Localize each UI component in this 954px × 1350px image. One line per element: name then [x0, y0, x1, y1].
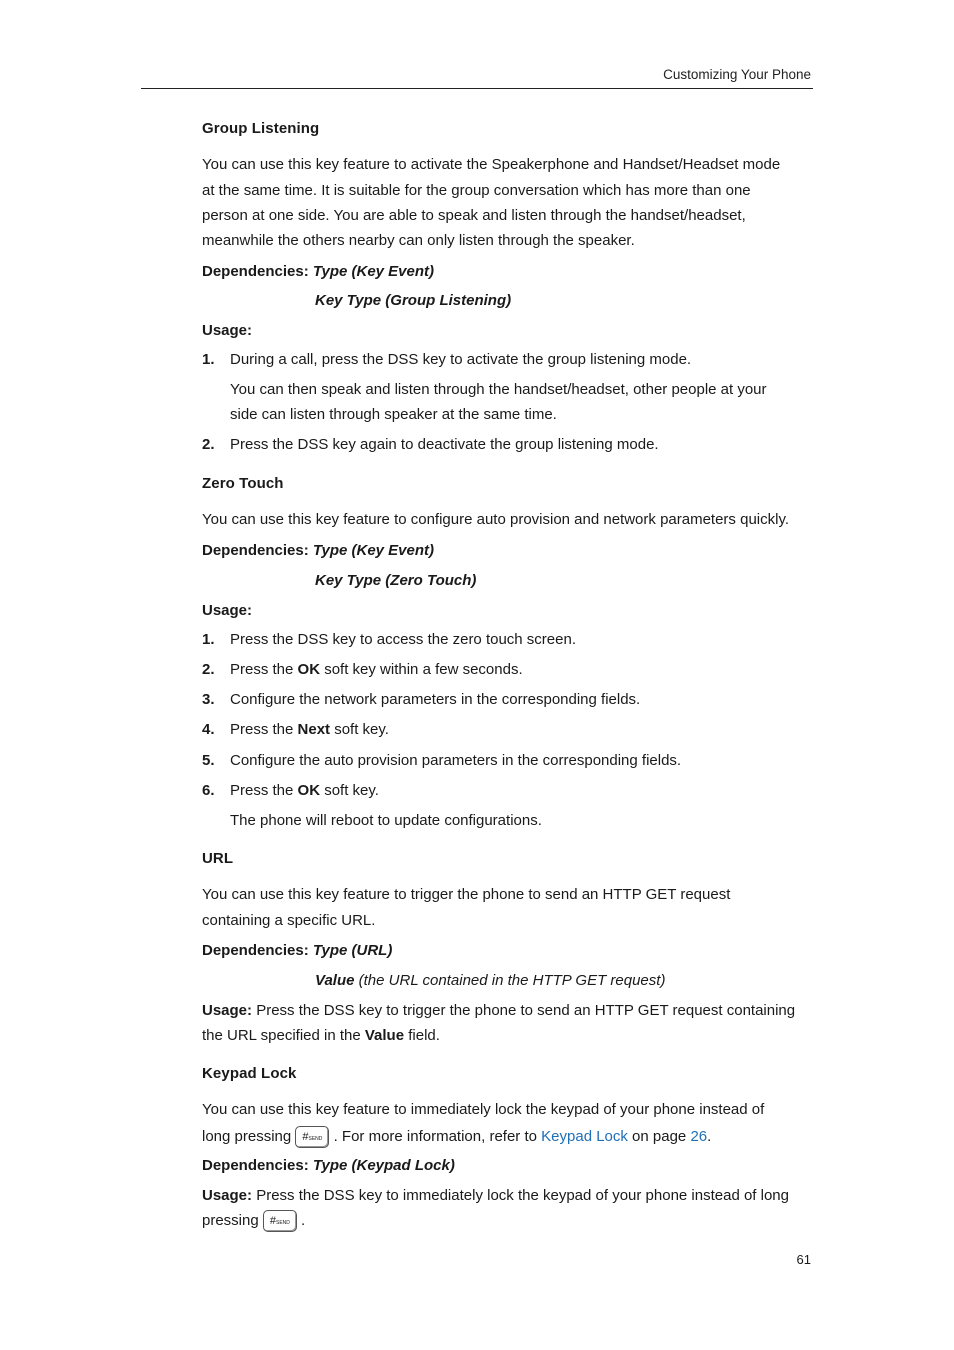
dependency-value-desc: (the URL contained in the HTTP GET request) [354, 972, 666, 989]
usage-line [202, 1026, 440, 1046]
usage-label: Usage: [202, 322, 253, 339]
field-name: Value [364, 1027, 405, 1044]
paragraph-line: You can use this key feature to trigger the phone to send an HTTP GET request [202, 886, 731, 903]
paragraph-line: person at one side. You are able to speak and listen through the handset/headset, [202, 207, 746, 224]
paragraph-text: long pressing [202, 1127, 296, 1145]
paragraph-line: at the same time. It is suitable for the group conversation which has more than one [202, 182, 751, 199]
hash-key-icon: #SEND [263, 1210, 297, 1232]
usage-line [202, 1001, 795, 1021]
dependency-key-type: Key Type (Group Listening) [315, 292, 512, 309]
step-number: 3. [202, 691, 215, 708]
dependency-value [315, 971, 665, 991]
usage-line [202, 1210, 305, 1232]
step-text: Press the [230, 782, 298, 799]
step-number: 1. [202, 631, 215, 648]
paragraph-line: long pressing #SEND . For more information, refer to Keypad Lock on page 26. [202, 1126, 711, 1148]
step-text: Press the [230, 661, 298, 678]
dependencies-label: Dependencies: [202, 1157, 309, 1174]
paragraph-line: containing a specific URL. [202, 912, 376, 929]
dependencies [202, 1156, 455, 1176]
step-note: side can listen through speaker at the same time. [230, 406, 557, 423]
paragraph-line: You can use this key feature to immediately lock the keypad of your phone instead of [202, 1101, 765, 1118]
step-number: 4. [202, 721, 215, 738]
dependencies [202, 541, 434, 561]
step-text: soft key. [320, 782, 379, 799]
usage-label: Usage: [202, 1187, 253, 1204]
step-text: soft key. [330, 721, 389, 738]
dependencies [202, 262, 434, 282]
softkey-name: OK [297, 782, 321, 799]
list-item [202, 720, 389, 740]
keypad-lock-link[interactable]: Keypad Lock [541, 1127, 628, 1145]
step-note: You can then speak and listen through the handset/headset, other people at your [230, 381, 767, 398]
step-note: The phone will reboot to update configurations. [230, 812, 542, 829]
list-item [202, 690, 640, 710]
step-text: During a call, press the DSS key to activate the group listening mode. [230, 351, 692, 368]
usage-text: pressing [202, 1211, 263, 1229]
list-item [202, 751, 681, 771]
usage-text: Press the DSS key to trigger the phone to send an HTTP GET request containing [252, 1002, 796, 1019]
paragraph-line: You can use this key feature to configure auto provision and network parameters quickly. [202, 511, 789, 528]
heading-url: URL [202, 850, 234, 867]
dependency-type: Type (Keypad Lock) [312, 1157, 455, 1174]
list-item [202, 435, 659, 455]
heading-keypad-lock: Keypad Lock [202, 1065, 297, 1082]
dependency-key-type: Key Type (Zero Touch) [315, 572, 477, 589]
softkey-name: Next [297, 721, 331, 738]
running-header: Customizing Your Phone [663, 67, 811, 82]
dependencies-label: Dependencies: [202, 942, 309, 959]
step-number: 1. [202, 351, 215, 368]
usage-text: field. [404, 1027, 440, 1044]
dependency-type: Type (URL) [312, 942, 393, 959]
step-text: Configure the auto provision parameters in the corresponding fields. [230, 752, 682, 769]
list-item [202, 630, 576, 650]
step-number: 6. [202, 782, 215, 799]
dependencies-label: Dependencies: [202, 263, 309, 280]
page-number: 61 [796, 1252, 811, 1267]
paragraph-text: . For more information, refer to [329, 1127, 542, 1145]
paragraph-text: on page [627, 1127, 691, 1145]
step-text: soft key within a few seconds. [320, 661, 523, 678]
list-item [202, 781, 379, 801]
usage-label: Usage: [202, 602, 253, 619]
step-number: 2. [202, 436, 215, 453]
step-text: Configure the network parameters in the corresponding fields. [230, 691, 641, 708]
step-text: Press the DSS key to access the zero touch screen. [230, 631, 576, 648]
dependencies-label: Dependencies: [202, 542, 309, 559]
usage-text: Press the DSS key to immediately lock the keypad of your phone instead of long [252, 1187, 789, 1204]
dependency-value-label: Value [315, 972, 355, 989]
dependencies [202, 941, 392, 961]
step-number: 5. [202, 752, 215, 769]
usage-line [202, 1186, 789, 1206]
step-text: Press the [230, 721, 298, 738]
heading-group-listening: Group Listening [202, 120, 320, 137]
hash-key-icon: #SEND [295, 1126, 329, 1148]
list-item [202, 350, 691, 370]
dependency-type: Type (Key Event) [312, 263, 435, 280]
dependency-type: Type (Key Event) [312, 542, 435, 559]
usage-text: . [296, 1211, 306, 1229]
step-number: 2. [202, 661, 215, 678]
header-rule [141, 88, 813, 89]
list-item [202, 660, 523, 680]
usage-text: the URL specified in the [202, 1027, 365, 1044]
paragraph-line: You can use this key feature to activate the Speakerphone and Handset/Headset mode [202, 156, 781, 173]
usage-label: Usage: [202, 1002, 253, 1019]
heading-zero-touch: Zero Touch [202, 475, 284, 492]
page-ref-link[interactable]: 26 [690, 1127, 708, 1145]
step-text: Press the DSS key again to deactivate the group listening mode. [230, 436, 659, 453]
paragraph-line: meanwhile the others nearby can only listen through the speaker. [202, 232, 635, 249]
softkey-name: OK [297, 661, 321, 678]
